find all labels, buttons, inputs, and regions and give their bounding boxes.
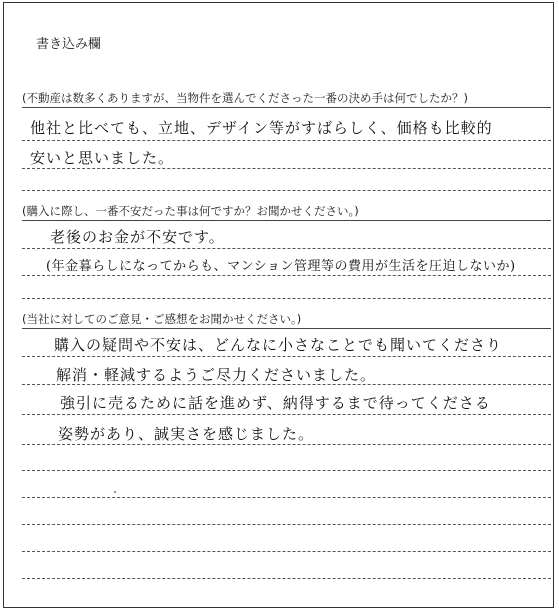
answer-rule (22, 298, 551, 299)
answer-rule (22, 356, 551, 357)
question-1-rule (22, 107, 551, 108)
answer-3-line-2: 解消・軽減するようご尽力くださいました。 (56, 366, 377, 384)
scan-speck (114, 491, 116, 493)
form-heading: 書き込み欄 (36, 37, 102, 52)
answer-rule (22, 470, 551, 471)
answer-rule (22, 414, 551, 415)
question-2-rule (22, 220, 551, 221)
answer-1-line-2: 安いと思いました。 (30, 149, 175, 167)
answer-2-line-2: (年金暮らしになってからも、マンション管理等の費用が生活を圧迫しないか) (46, 259, 516, 274)
answer-rule (22, 248, 551, 249)
answer-rule (22, 551, 551, 552)
answer-2-line-1: 老後のお金が不安です。 (50, 228, 225, 246)
question-1: (不動産は数多くありますが、当物件を選んでくださった一番の決め手は何でしたか？) (22, 91, 468, 105)
answer-rule (22, 578, 551, 579)
answer-rule (22, 190, 551, 191)
answer-1-line-1: 他社と比べても、立地、デザイン等がすばらしく、価格も比較的 (30, 119, 493, 137)
answer-rule (22, 275, 551, 276)
question-3-rule (22, 328, 551, 329)
answer-rule (22, 168, 551, 169)
answer-rule (22, 140, 551, 141)
question-3: (当社に対してのご意見・ご感想をお聞かせください。) (22, 312, 302, 326)
answer-3-line-4: 姿勢があり、誠実さを感じました。 (58, 425, 315, 443)
answer-rule (22, 524, 551, 525)
answer-3-line-3: 強引に売るために話を進めず、納得するまで待ってくださる (60, 394, 491, 412)
answer-3-line-1: 購入の疑問や不安は、どんなに小さなことでも聞いてくださり (54, 336, 503, 354)
answer-rule (22, 444, 551, 445)
answer-rule (22, 497, 551, 498)
question-2: (購入に際し、一番不安だった事は何ですか？お聞かせください。) (22, 204, 359, 218)
answer-rule (22, 384, 551, 385)
